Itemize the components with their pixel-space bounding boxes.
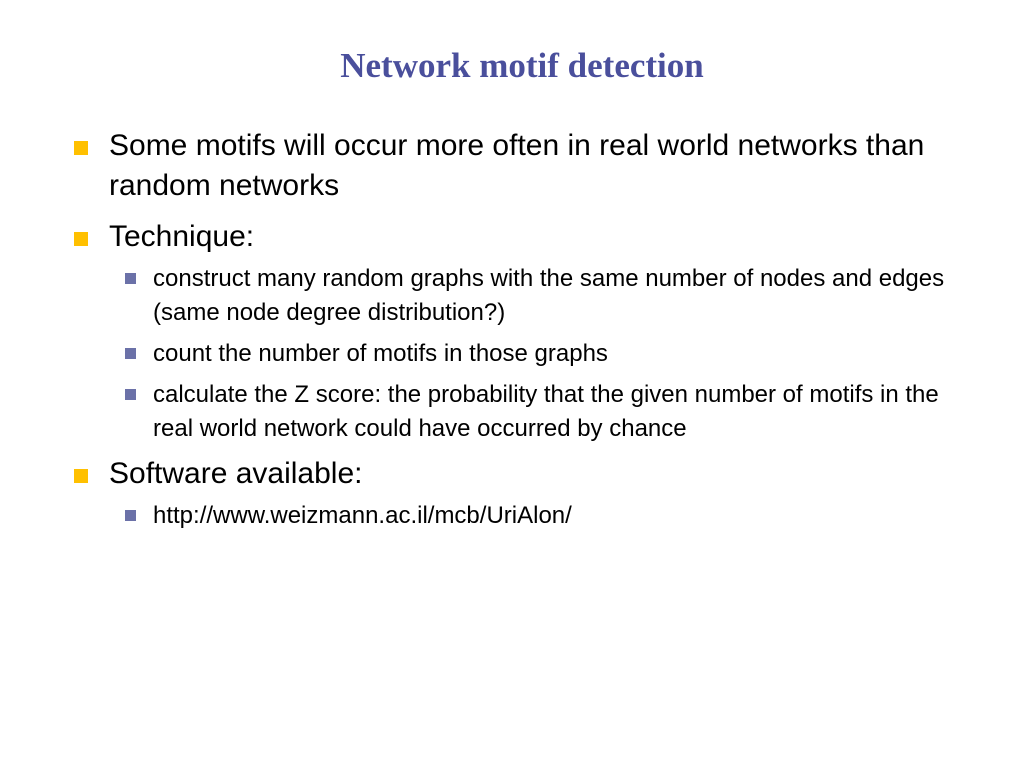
square-bullet-icon <box>125 389 136 400</box>
square-bullet-icon <box>74 232 88 246</box>
sub-bullet-text: calculate the Z score: the probability that the given number of motifs in the real world network could have occurred by chance <box>153 381 939 442</box>
square-bullet-icon <box>125 510 136 521</box>
bullet-item <box>72 126 972 206</box>
square-bullet-icon <box>74 141 88 155</box>
sub-bullet-list <box>72 499 972 533</box>
sub-bullet-list <box>72 262 972 446</box>
sub-bullet-text: count the number of motifs in those graphs <box>153 340 608 367</box>
bullet-text: Technique: <box>109 220 255 253</box>
slide-title: Network motif detection <box>340 46 704 85</box>
sub-bullet-item <box>72 378 972 446</box>
sub-bullet-item <box>72 499 972 533</box>
sub-bullet-text: construct many random graphs with the same number of nodes and edges (same node degree distribution?) <box>153 265 945 326</box>
bullet-item <box>72 217 972 257</box>
square-bullet-icon <box>125 273 136 284</box>
square-bullet-icon <box>74 469 88 483</box>
square-bullet-icon <box>125 348 136 359</box>
bullet-list <box>72 126 972 541</box>
software-url: http://www.weizmann.ac.il/mcb/UriAlon/ <box>153 502 572 529</box>
bullet-text: Software available: <box>109 457 363 490</box>
sub-bullet-item <box>72 262 972 330</box>
sub-bullet-item <box>72 337 972 371</box>
bullet-item <box>72 454 972 494</box>
bullet-text: Some motifs will occur more often in real world networks than random networks <box>109 129 925 202</box>
